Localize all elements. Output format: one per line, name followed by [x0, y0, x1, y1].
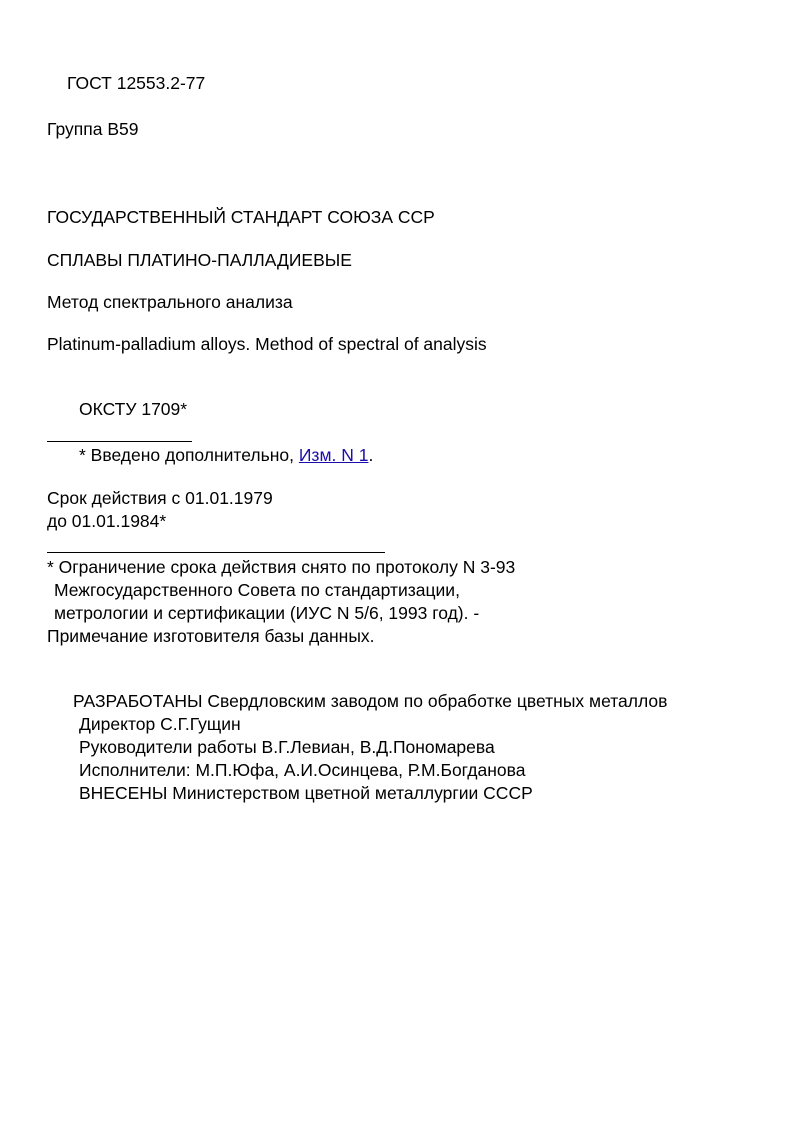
standard-number: ГОСТ 12553.2-77: [67, 73, 206, 93]
oksty-footnote-text: * Введено дополнительно,: [79, 445, 299, 465]
amendment-link[interactable]: Изм. N 1: [298, 445, 369, 465]
footnote-divider: [47, 552, 385, 553]
oksty-footnote-end: .: [368, 445, 374, 465]
subject-heading: СПЛАВЫ ПЛАТИНО-ПАЛЛАДИЕВЫЕ: [47, 250, 352, 270]
validity-footnote-line: * Ограничение срока действия снято по протоколу N 3-93: [47, 557, 516, 577]
developed-by: РАЗРАБОТАНЫ Свердловским заводом по обработке цветных металлов: [73, 691, 668, 711]
method-title-ru: Метод спектрального анализа: [47, 292, 293, 312]
director: Директор С.Г.Гущин: [79, 714, 241, 734]
validity-footnote-line: Межгосударственного Совета по стандартизации,: [54, 580, 460, 600]
validity-from: Срок действия с 01.01.1979: [47, 488, 273, 508]
method-title-en: Platinum-palladium alloys. Method of spectral of analysis: [47, 334, 487, 354]
group-code: Группа В59: [47, 119, 139, 139]
work-leaders: Руководители работы В.Г.Левиан, В.Д.Пономарева: [79, 737, 495, 757]
validity-footnote-line: метрологии и сертификации (ИУС N 5/6, 1993 год). -: [54, 603, 480, 623]
submitted-by: ВНЕСЕНЫ Министерством цветной металлургии СССР: [79, 783, 533, 803]
validity-footnote-line: Примечание изготовителя базы данных.: [47, 626, 375, 646]
validity-to: до 01.01.1984*: [47, 511, 167, 531]
executors: Исполнители: М.П.Юфа, А.И.Осинцева, Р.М.Богданова: [79, 760, 526, 780]
state-standard-heading: ГОСУДАРСТВЕННЫЙ СТАНДАРТ СОЮЗА ССР: [47, 207, 435, 227]
oksty-footnote: [79, 444, 373, 467]
oksty-code: ОКСТУ 1709*: [79, 399, 188, 419]
footnote-divider: [47, 441, 192, 442]
